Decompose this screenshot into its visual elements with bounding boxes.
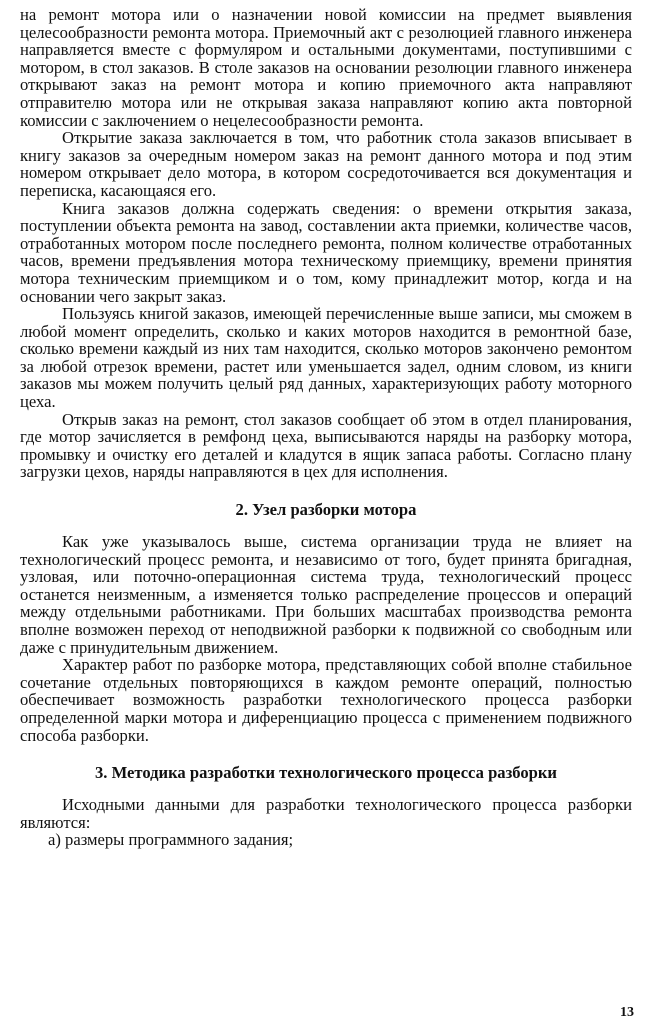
body-paragraph: Открыв заказ на ремонт, стол заказов сообщает об этом в отдел планирования, где мотор зачисляется в ремфонд цеха, выписываются наряды на разборку мотора, промывку и очистку его деталей и кладутся в ящик запаса работы. Согласно плану загрузки цехов, наряды направляются в цех для исполнения. <box>20 409 632 482</box>
section-heading: 2. Узел разборки мотора <box>235 500 417 520</box>
list-item: а) размеры программного задания; <box>48 830 294 850</box>
body-paragraph: Как уже указывалось выше, система организации труда не влияет на технологический процесс ремонта, и независимо от того, будет принята бригадная, узловая, или поточно-операционная система труда, технологический процесс останется неизменным, а изменяется только распределение процессов и операций между отдельными работниками. При больших масштабах производства ремонта вполне возможен переход от неподвижной разборки к подвижной со свободным или даже с принудительным движением. <box>20 532 632 657</box>
body-paragraph: Пользуясь книгой заказов, имеющей перечисленные выше записи, мы сможем в любой момент определить, сколько и каких моторов находится в ремонтной базе, сколько времени каждый из них там находится, сколько моторов закончено ремонтом за любой отрезок времени, растет или уменьшается задел, одним словом, из книги заказов мы можем получить целый ряд данных, характеризующих работу моторного цеха. <box>20 304 632 412</box>
body-paragraph: Открытие заказа заключается в том, что работник стола заказов вписывает в книгу заказов за очередным номером заказ на ремонт данного мотора и под этим номером открывает дело мотора, в котором сосредоточивается вся документация и переписка, касающаяся его. <box>20 128 632 200</box>
body-paragraph: Характер работ по разборке мотора, представляющих собой вполне стабильное сочетание отдельных повторяющихся в каждом ремонте операций, полностью обеспечивает возможность разработки технологического процесса разборки определенной марки мотора и диференциацию процесса с применением подвижного способа разборки. <box>20 655 632 745</box>
body-paragraph: Исходными данными для разработки технологического процесса разборки являются: <box>20 795 632 832</box>
section-heading: 3. Методика разработки технологического процесса разборки <box>95 763 557 783</box>
body-paragraph: Книга заказов должна содержать сведения: о времени открытия заказа, поступлении объекта ремонта на завод, составлении акта приемки, количестве часов, отработанных мотором после последнего ремонта, полном количестве отработанных часов, времени предъявления мотора техническому приемщику, времени принятия мотора техническим приемщиком и о том, кому принадлежит мотор, когда и на основании чего закрыт заказ. <box>20 198 632 306</box>
page-number: 13 <box>620 1005 634 1020</box>
body-paragraph: на ремонт мотора или о назначении новой комиссии на предмет выявления целесообразности ремонта мотора. Приемочный акт с резолюцией главного инженера направляется вместе с формуляром и остальными документами, поступившими с мотором, в стол заказов. В столе заказов на основании резолюции главного инженера открывают заказ на ремонт мотора и копию приемочного акта направляют отправителю мотора или не открывая заказа направляют копию акта повторной комиссии с заключением о нецелесообразности ремонта. <box>20 5 632 130</box>
